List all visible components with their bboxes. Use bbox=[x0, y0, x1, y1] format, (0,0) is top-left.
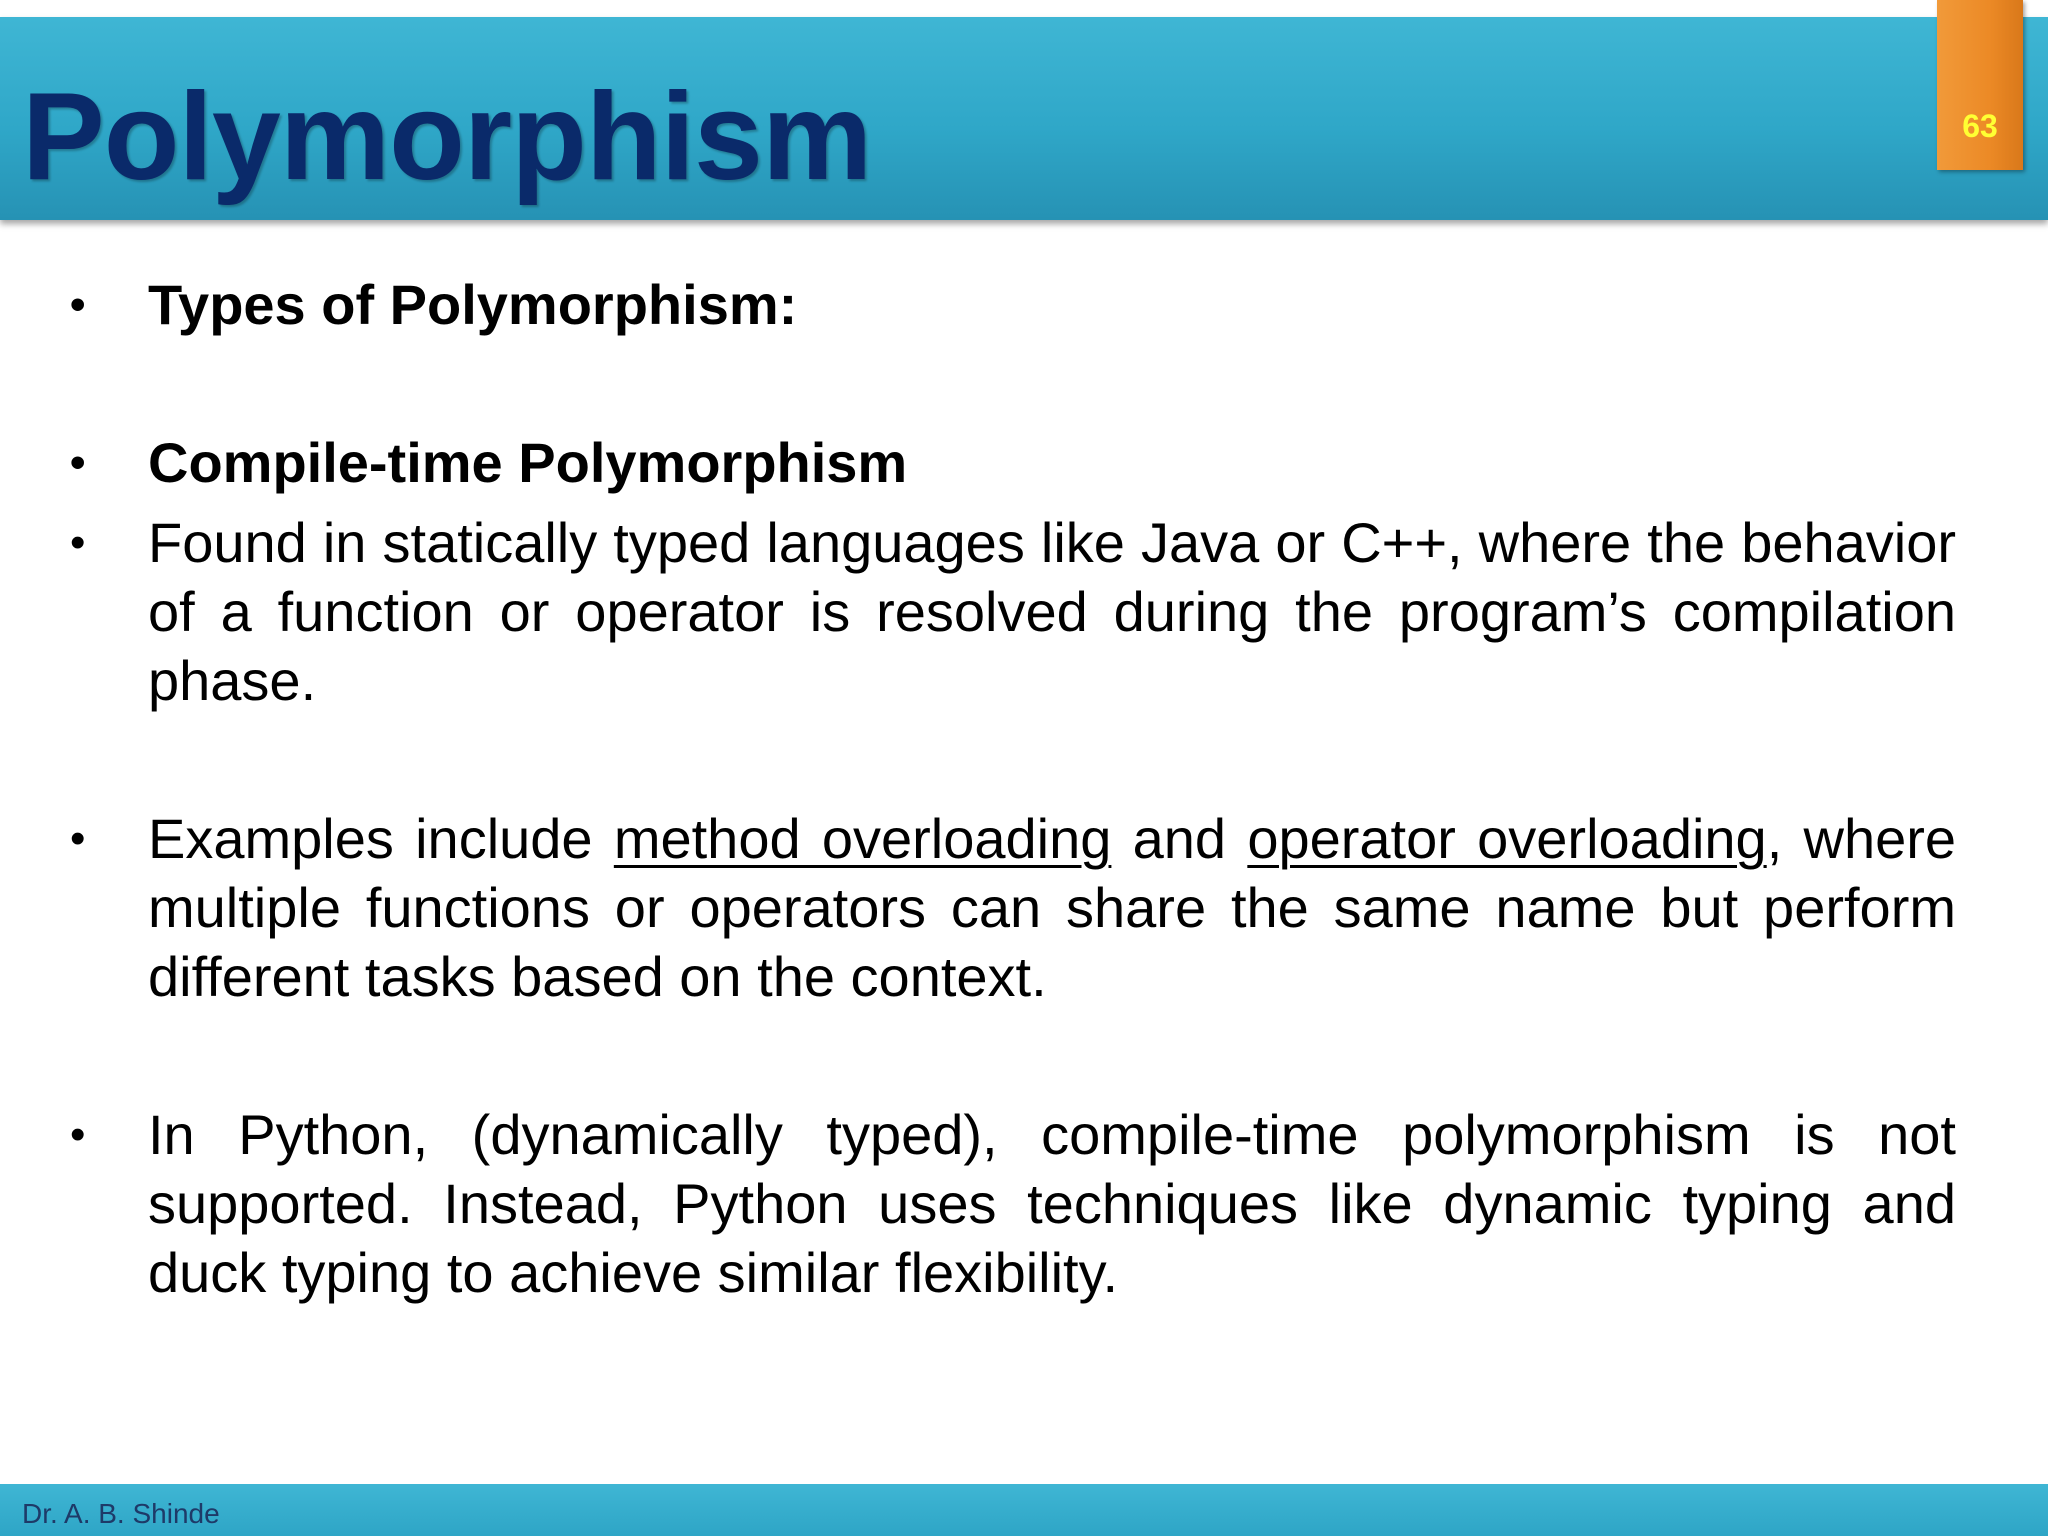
page-number: 63 bbox=[1962, 108, 1998, 144]
bullet-item bbox=[70, 1100, 1956, 1307]
bullet-text-found-in: Found in statically typed languages like Java or C++, where the behavior of a function or operator is resolved during the program’s compilation phase. bbox=[148, 511, 1956, 712]
bullet-text-examples-mid: and bbox=[1111, 807, 1248, 870]
bullet-text-types: Types of Polymorphism: bbox=[148, 273, 798, 336]
footer-author: Dr. A. B. Shinde bbox=[22, 1498, 220, 1529]
bullet-item bbox=[70, 508, 1956, 715]
footer-bar bbox=[0, 1484, 2048, 1536]
title-bar bbox=[0, 17, 2048, 220]
bullet-icon: • bbox=[70, 1110, 86, 1159]
bullet-text-examples-post: , where multiple functions or operators can share the same name but perform different tasks based on the context. bbox=[148, 807, 1957, 1008]
bullet-icon: • bbox=[70, 518, 86, 567]
bullet-text-python: In Python, (dynamically typed), compile-time polymorphism is not supported. Instead, Python uses techniques like dynamic typing and duck typing to achieve similar flexibility. bbox=[148, 1103, 1956, 1304]
bullet-icon: • bbox=[70, 814, 86, 863]
bullet-text-examples-pre: Examples include bbox=[148, 807, 614, 870]
bullet-text-compile-time: Compile-time Polymorphism bbox=[148, 431, 908, 494]
bullet-icon: • bbox=[70, 280, 86, 329]
bullet-item bbox=[70, 270, 1956, 339]
operator-overloading-link[interactable]: operator overloading bbox=[1247, 807, 1767, 870]
slide-title: Polymorphism bbox=[22, 68, 872, 206]
bullet-item bbox=[70, 804, 1957, 1011]
page-number-tab bbox=[1937, 0, 2023, 170]
bullet-item bbox=[70, 428, 1956, 497]
bullet-icon: • bbox=[70, 438, 86, 487]
method-overloading-link[interactable]: method overloading bbox=[613, 807, 1112, 870]
